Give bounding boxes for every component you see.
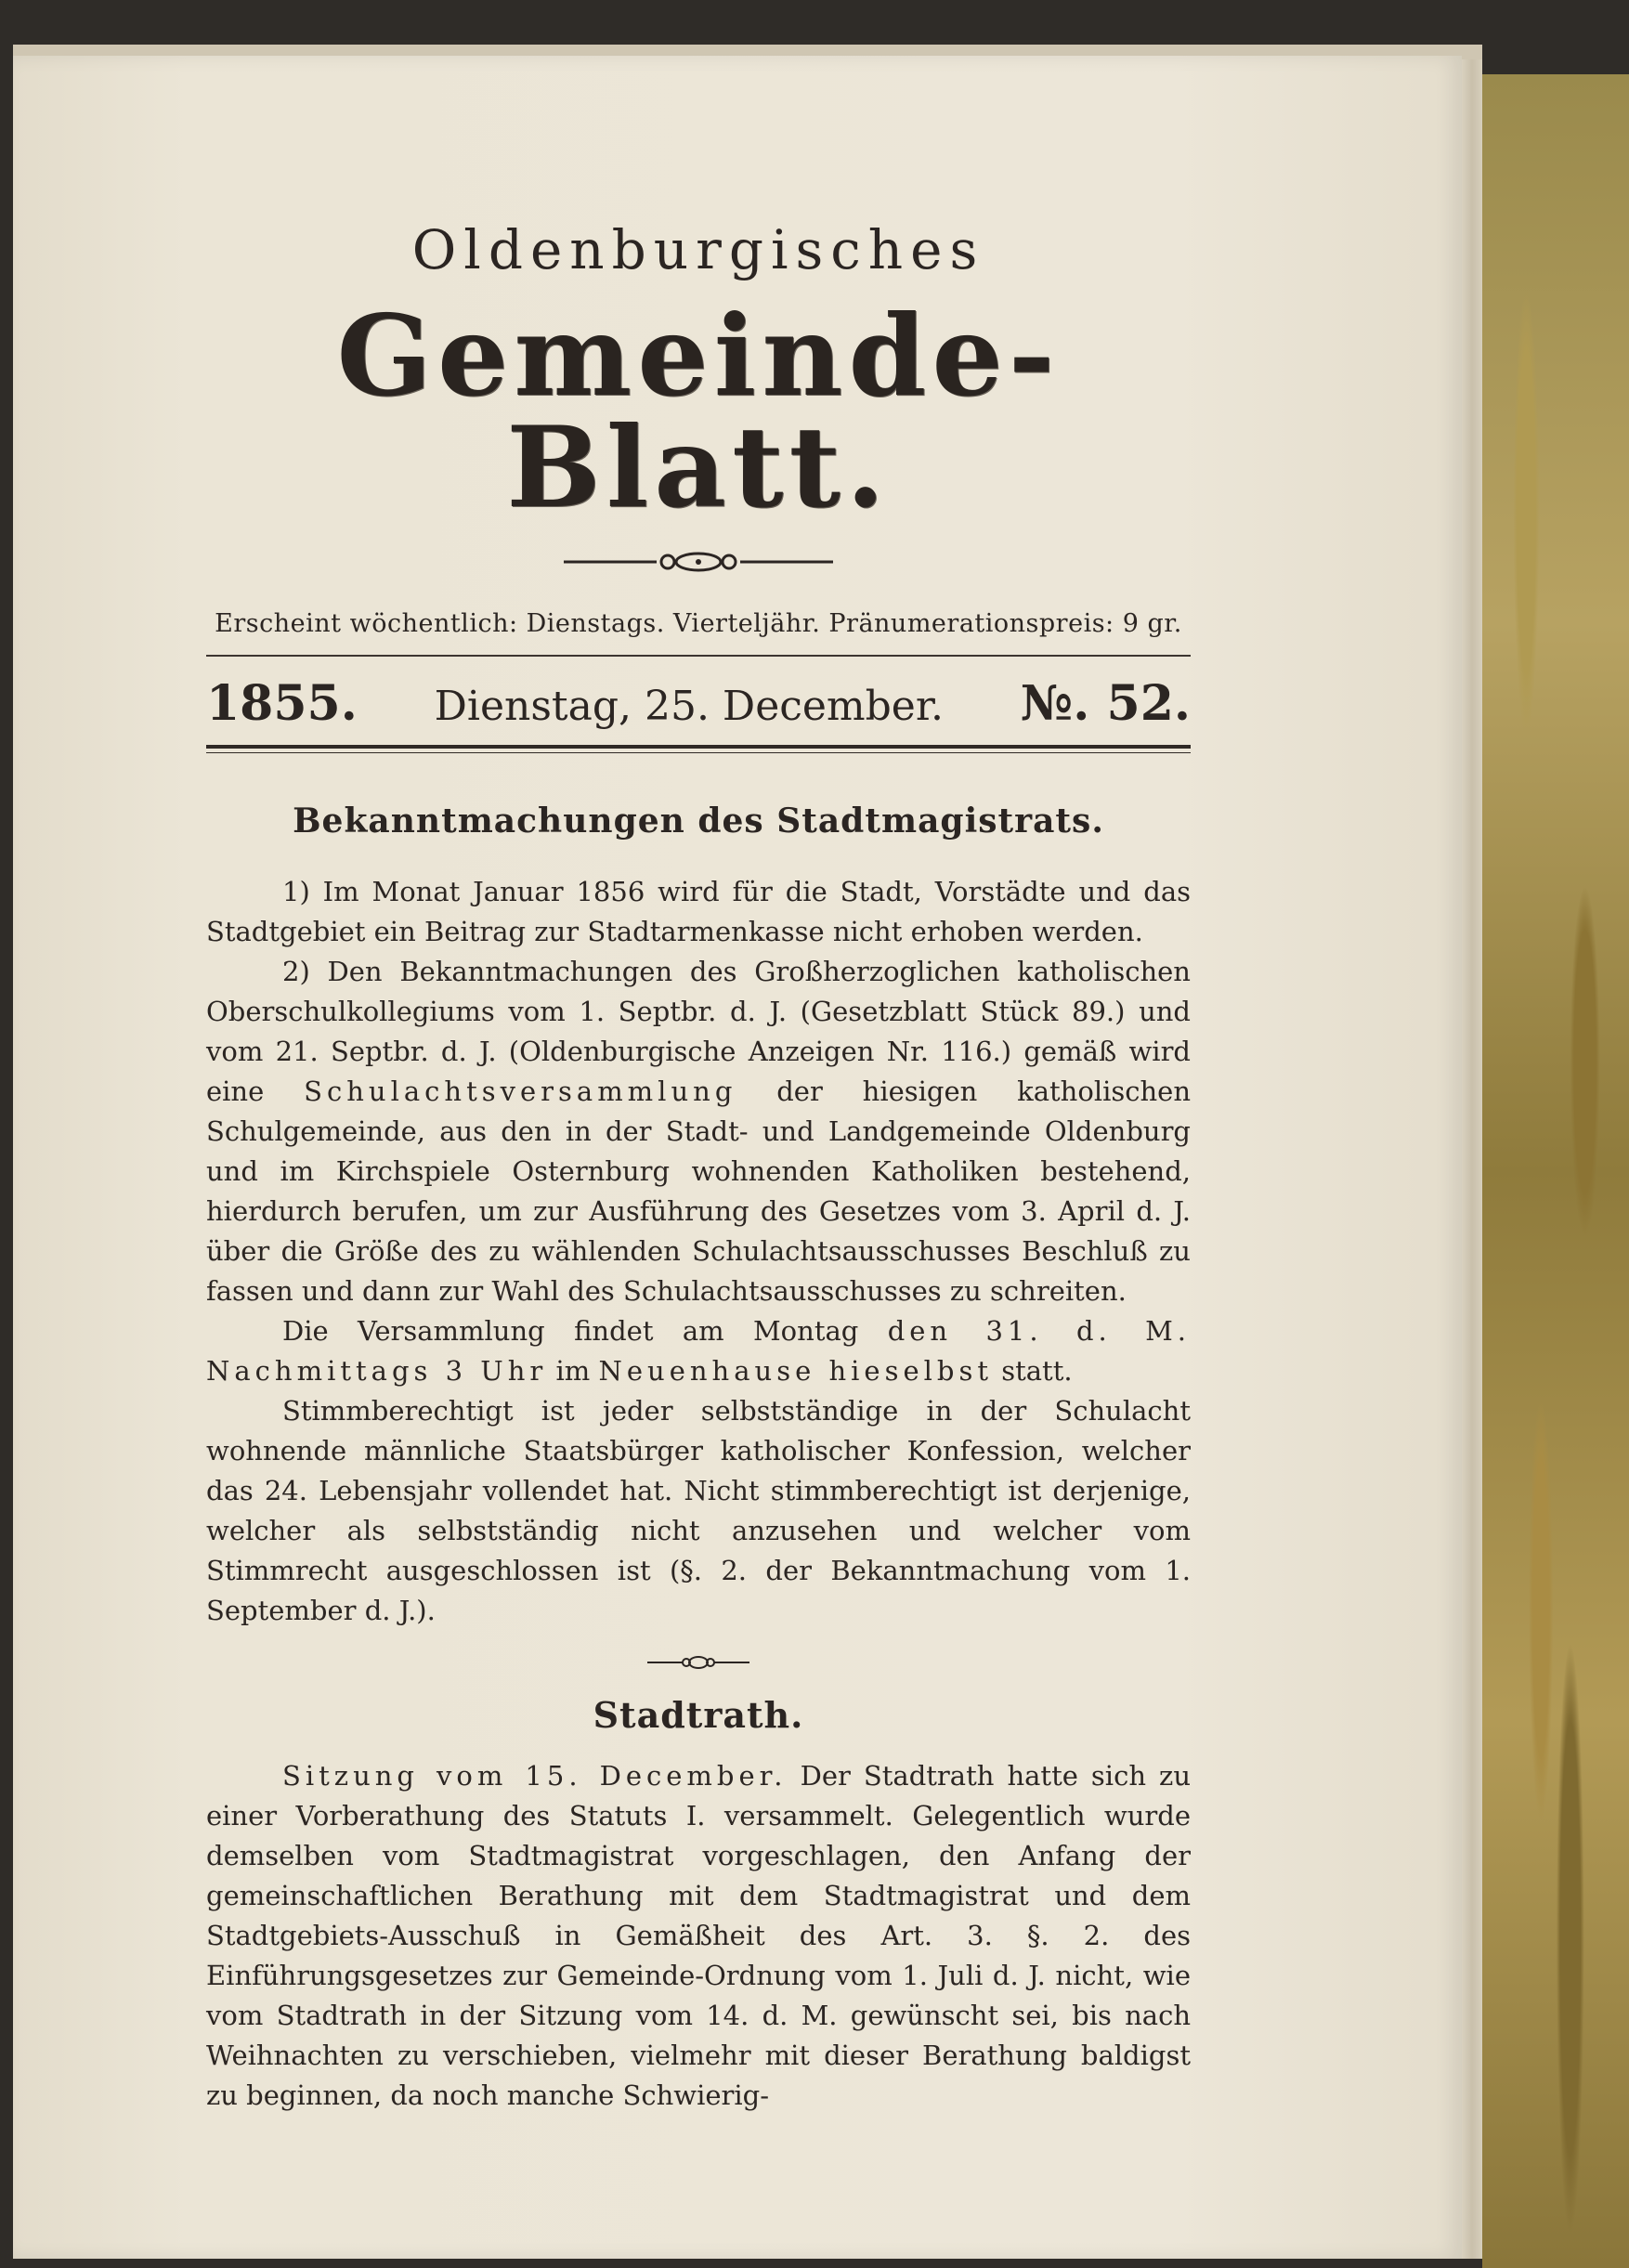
small-ornament-icon	[647, 1653, 749, 1672]
paragraph-3	[206, 1311, 1191, 1391]
double-rule	[206, 745, 1191, 753]
section-ornament	[206, 1653, 1191, 1672]
paragraph-stadtrath	[206, 1756, 1191, 2116]
paragraph-4: Stimmberechtigt ist jeder selbstständige in der Schulacht wohnende männliche Staatsbürger katholischer Konfession, welcher das 24. Lebensjahr vollendet hat. Nicht stimmberechtigt ist derjenige, welcher als selbstständig nicht anzusehen und welcher vom Stimmrecht ausgeschlossen ist (§. 2. der Bekanntmachung vom 1. September d. J.).	[206, 1395, 1191, 1626]
issue-date: Dienstag, 25. December.	[434, 683, 945, 730]
paragraph-1: 1) Im Monat Januar 1856 wird für die Stadt, Vorstädte und das Stadtgebiet ein Beitrag zur Stadtarmenkasse nicht erhoben werden.	[206, 876, 1191, 947]
masthead-title: Gemeinde-Blatt.	[336, 291, 1061, 533]
section-title-stadtrath: Stadtrath.	[593, 1694, 804, 1736]
paragraph-3-emphasis-1: den 31. d. M. Nachmittags 3 Uhr	[206, 1315, 1192, 1387]
page-content	[206, 218, 1192, 2116]
page-stack-edge	[1462, 59, 1482, 2259]
issue-number: №. 52.	[1020, 675, 1191, 732]
paragraph-3-part-b: im	[555, 1355, 591, 1387]
section-title-stadtmagistrat: Bekanntmachungen des Stadtmagistrats.	[293, 802, 1104, 841]
paragraph-3-part-c: statt.	[1001, 1355, 1073, 1387]
paragraph-2-emphasis: Schulachtsversammlung	[304, 1075, 737, 1107]
session-heading: Sitzung vom 15. December.	[282, 1760, 788, 1792]
ornament-divider-icon	[564, 548, 833, 576]
paragraph-2-part-a: 2) Den Bekanntmachungen des Großherzoglichen katholischen Oberschulkollegiums vom 1. Septbr. d. J. (Gesetzblatt Stück 89.) und vom 21. Septbr. d. J. (Oldenburgische Anzeigen Nr. 116.) gemäß wird eine	[206, 956, 1191, 1107]
paragraph-2-part-b: der hiesigen katholischen Schulgemeinde, aus den in der Stadt- und Landgemeinde Oldenburg und im Kirchspiele Osternburg wohnenden Katholiken bestehend, hierdurch berufen, um zur Ausführung des Gesetzes vom 3. April d. J. über die Größe des zu wählenden Schulachtsausschusses Beschluß zu fassen und dann zur Wahl des Schulachtsausschusses zu schreiten.	[206, 1075, 1192, 1307]
paragraph-3-emphasis-2: Neuenhause hieselbst	[598, 1355, 993, 1387]
issue-year: 1855.	[206, 675, 358, 732]
publication-info: Erscheint wöchentlich: Dienstags. Vierteljähr. Pränumerationspreis: 9 gr.	[215, 609, 1182, 638]
marbled-book-cover	[1482, 74, 1629, 2268]
paragraph-stadtrath-text: Der Stadtrath hatte sich zu einer Vorberathung des Statuts I. versammelt. Gelegentlich wurde demselben vom Stadtmagistrat vorgeschlagen, den Anfang der gemeinschaftlichen Berathung mit dem Stadtmagistrat und dem Stadtgebiets-Ausschuß in Gemäßheit des Art. 3. §. 2. des Einführungsgesetzes zur Gemeinde-Ordnung vom 1. Juli d. J. nicht, wie vom Stadtrath in der Sitzung vom 14. d. M. gewünscht sei, bis nach Weihnachten zu verschieben, vielmehr mit dieser Berathung baldigst zu beginnen, da noch manche Schwierig-	[206, 1760, 1192, 2111]
dateline	[206, 675, 1191, 732]
masthead-ornament	[206, 548, 1191, 576]
paragraph-3-part-a: Die Versammlung findet am Montag	[282, 1315, 859, 1347]
masthead-subtitle: Oldenburgisches	[411, 218, 985, 281]
rule-line	[206, 655, 1191, 657]
paragraph-2	[206, 952, 1191, 1311]
